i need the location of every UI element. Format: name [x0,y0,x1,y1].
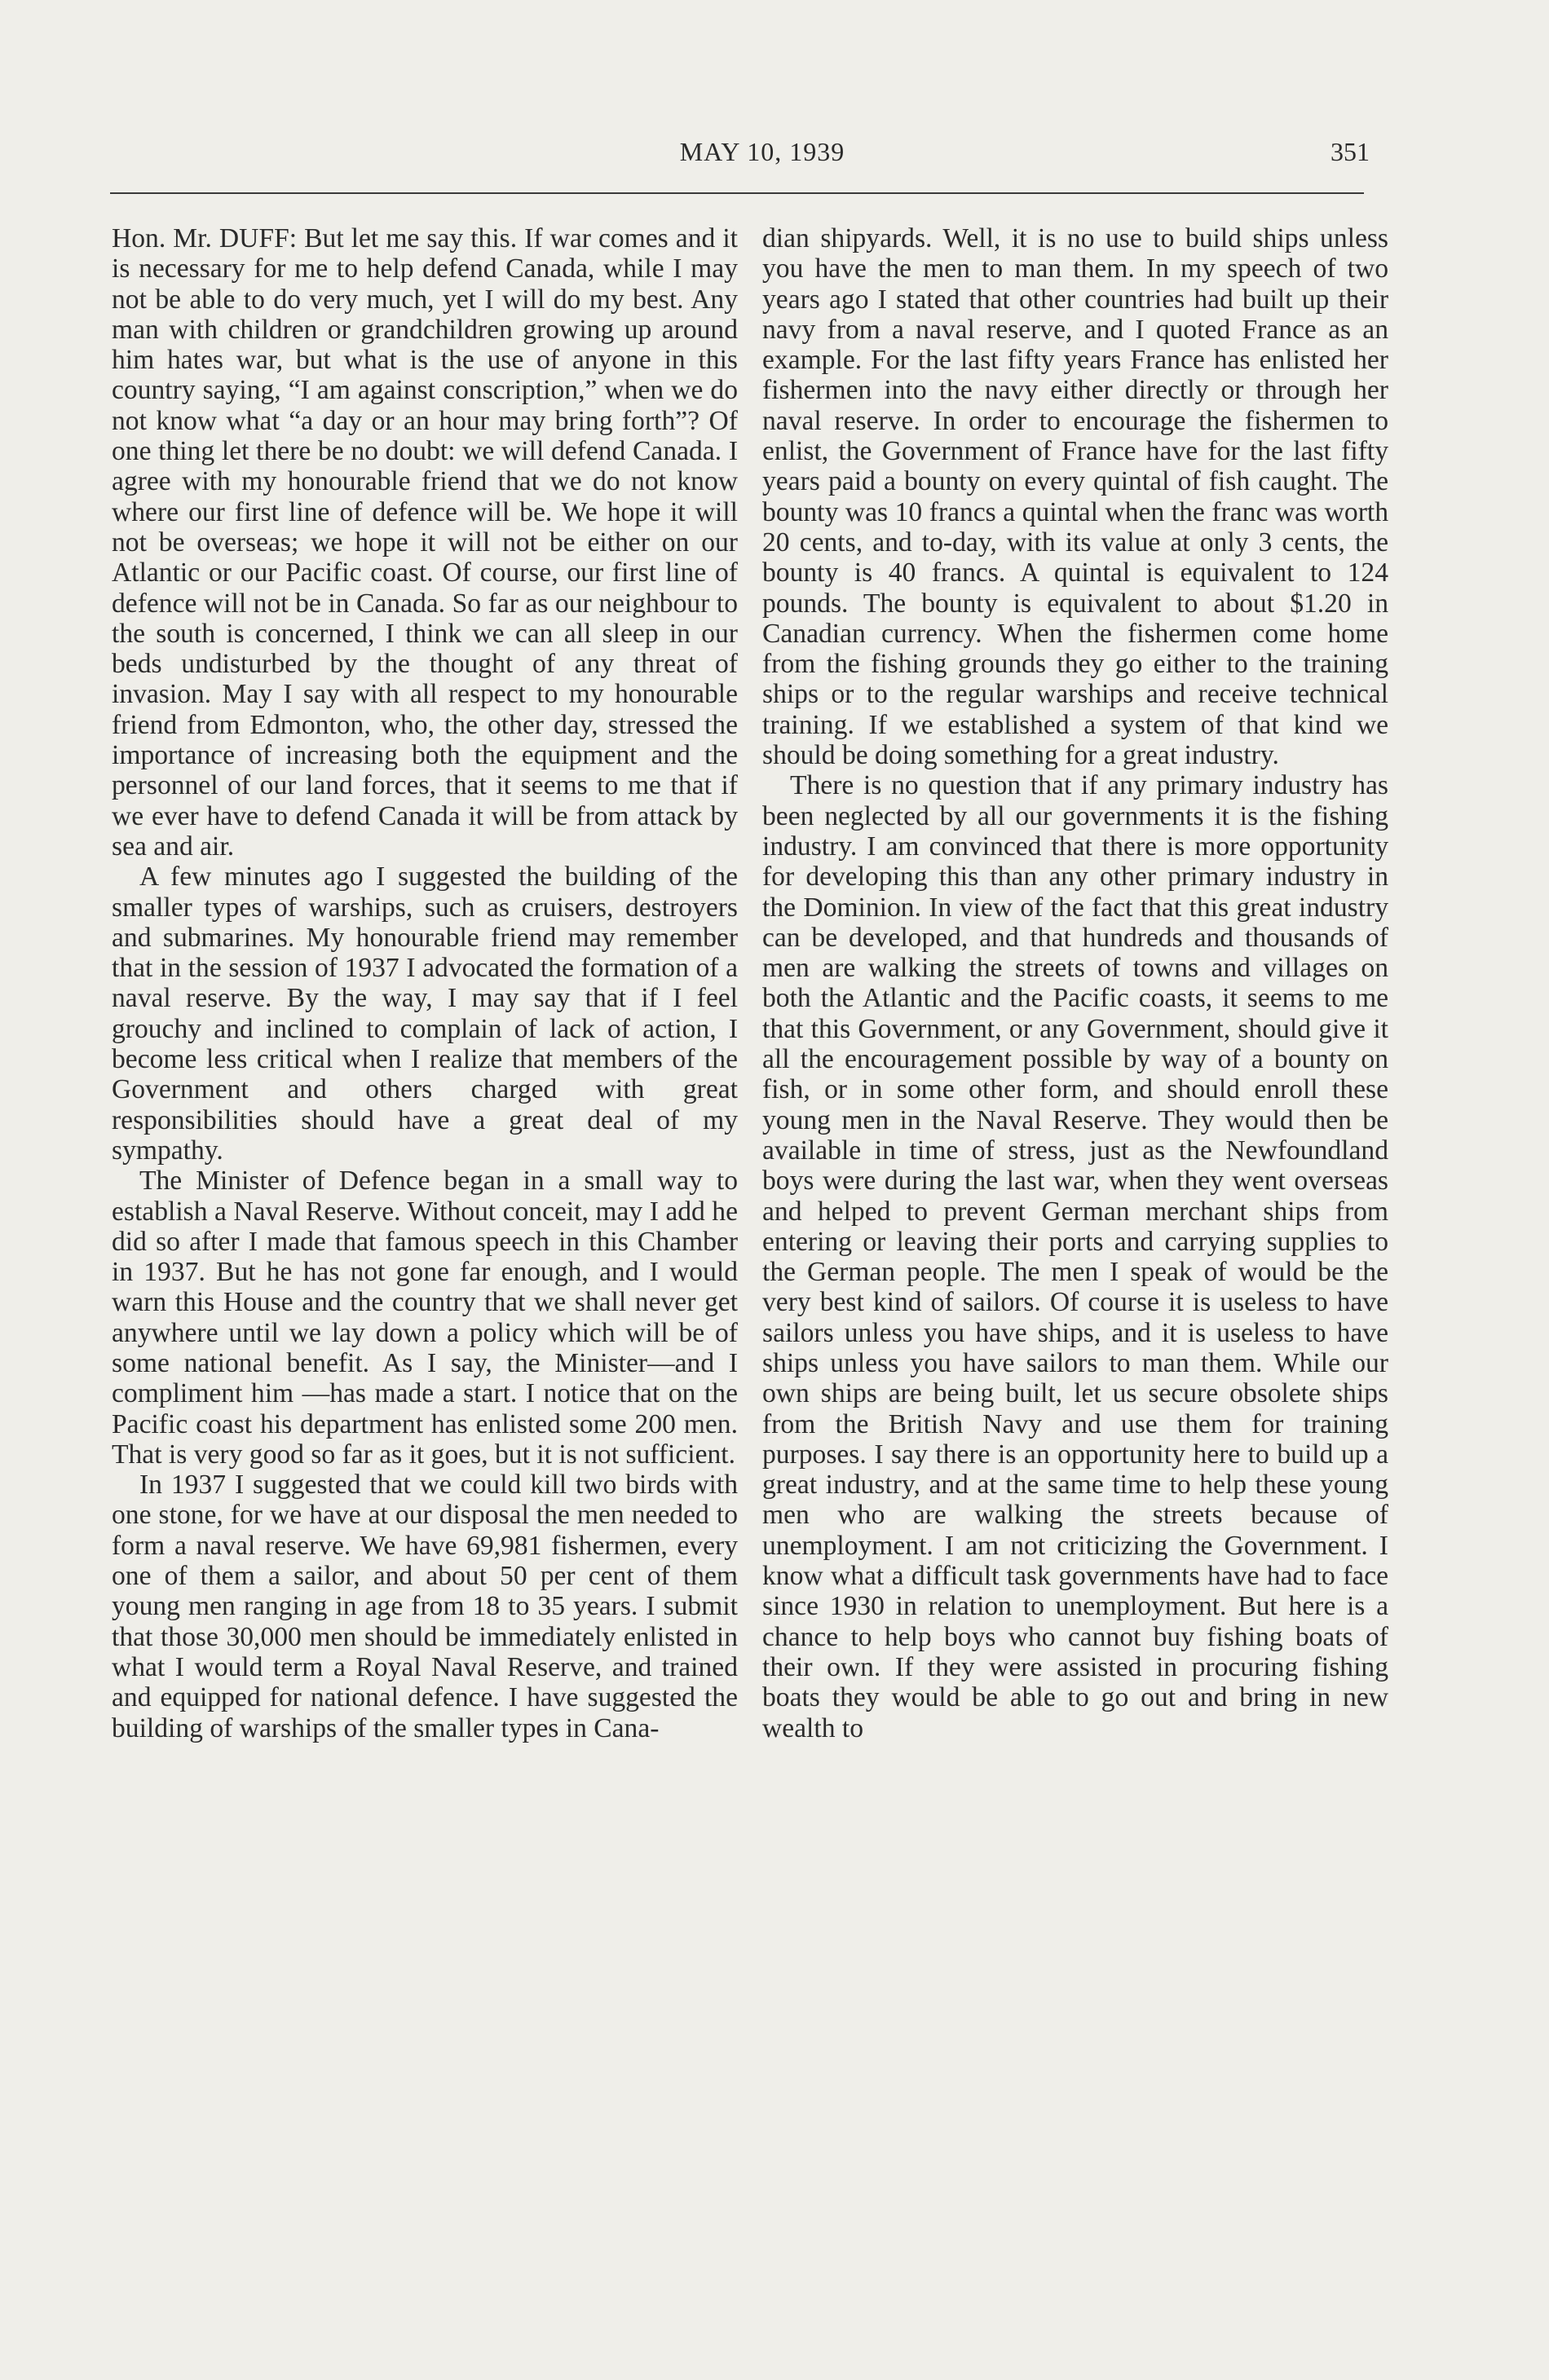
paragraph: Hon. Mr. DUFF: But let me say this. If war comes and it is necessary for me to help defend Canada, while I may not be able to do very much, yet I will do my best. Any man with children or grandchildren growing up around him hates war, but what is the use of anyone in this country saying, “I am against conscription,” when we do not know what “a day or an hour may bring forth”? Of one thing let there be no doubt: we will defend Canada. I agree with my honourable friend that we do not know where our first line of defence will be. We hope it will not be overseas; we hope it will not be either on our Atlantic or our Pacific coast. Of course, our first line of defence will not be in Canada. So far as our neighbour to the south is concerned, I think we can all sleep in our beds undisturbed by the thought of any threat of invasion. May I say with all respect to my honourable friend from Edmonton, who, the other day, stressed the importance of increasing both the equipment and the personnel of our land forces, that it seems to me that if we ever have to defend Canada it will be from attack by sea and air. [112,223,738,862]
left-column [112,223,738,1743]
paragraph: dian shipyards. Well, it is no use to build ships unless you have the men to man them. In my speech of two years ago I stated that other countries had built up their navy from a naval reserve, and I quoted France as an example. For the last fifty years France has enlisted her fishermen into the navy either directly or through her naval reserve. In order to encourage the fishermen to enlist, the Government of France have for the last fifty years paid a bounty on every quintal of fish caught. The bounty was 10 francs a quintal when the franc was worth 20 cents, and to-day, with its value at only 3 cents, the bounty is 40 francs. A quintal is equivalent to 124 pounds. The bounty is equivalent to about $1.20 in Canadian currency. When the fishermen come home from the fishing grounds they go either to the training ships or to the regular warships and receive technical training. If we established a system of that kind we should be doing something for a great industry. [762,223,1388,771]
paragraph: In 1937 I suggested that we could kill two birds with one stone, for we have at our disposal the men needed to form a naval reserve. We have 69,981 fishermen, every one of them a sailor, and about 50 per cent of them young men ranging in age from 18 to 35 years. I submit that those 30,000 men should be immediately enlisted in what I would term a Royal Naval Reserve, and trained and equipped for national defence. I have suggested the building of warships of the smaller types in Cana- [112,1470,738,1743]
page-header [155,137,1370,183]
page-number: 351 [1331,137,1370,166]
paragraph: There is no question that if any primary industry has been neglected by all our governments it is the fishing industry. I am convinced that there is more opportunity for developing this than any other primary industry in the Dominion. In view of the fact that this great industry can be developed, and that hundreds and thousands of men are walking the streets of towns and villages on both the Atlantic and the Pacific coasts, it seems to me that this Government, or any Government, should give it all the encouragement possible by way of a bounty on fish, or in some other form, and should enroll these young men in the Naval Reserve. They would then be available in time of stress, just as the Newfoundland boys were during the last war, when they went overseas and helped to prevent German merchant ships from entering or leaving their ports and carrying supplies to the German people. The men I speak of would be the very best kind of sailors. Of course it is useless to have sailors unless you have ships, and it is useless to have ships unless you have sailors to man them. While our own ships are being built, let us secure obsolete ships from the British Navy and use them for training purposes. I say there is an opportunity here to build up a great industry, and at the same time to help these young men who are walking the streets because of unemployment. I am not criticizing the Government. I know what a difficult task governments have had to face since 1930 in relation to unemployment. But here is a chance to help boys who cannot buy fishing boats of their own. If they were assisted in procuring fishing boats they would be able to go out and bring in new wealth to [762,770,1388,1743]
paragraph: The Minister of Defence began in a small way to establish a Naval Reserve. Without conceit, may I add he did so after I made that famous speech in this Chamber in 1937. But he has not gone far enough, and I would warn this House and the country that we shall never get anywhere until we lay down a policy which will be of some national benefit. As I say, the Minister—and I compliment him —has made a start. I notice that on the Pacific coast his department has enlisted some 200 men. That is very good so far as it goes, but it is not sufficient. [112,1166,738,1470]
header-rule [110,192,1364,194]
header-date: MAY 10, 1939 [679,137,845,166]
right-column [762,223,1388,1743]
paragraph: A few minutes ago I suggested the building of the smaller types of warships, such as cruisers, destroyers and submarines. My honourable friend may remember that in the session of 1937 I advocated the formation of a naval reserve. By the way, I may say that if I feel grouchy and inclined to complain of lack of action, I become less critical when I realize that members of the Government and others charged with great responsibilities should have a great deal of my sympathy. [112,862,738,1166]
